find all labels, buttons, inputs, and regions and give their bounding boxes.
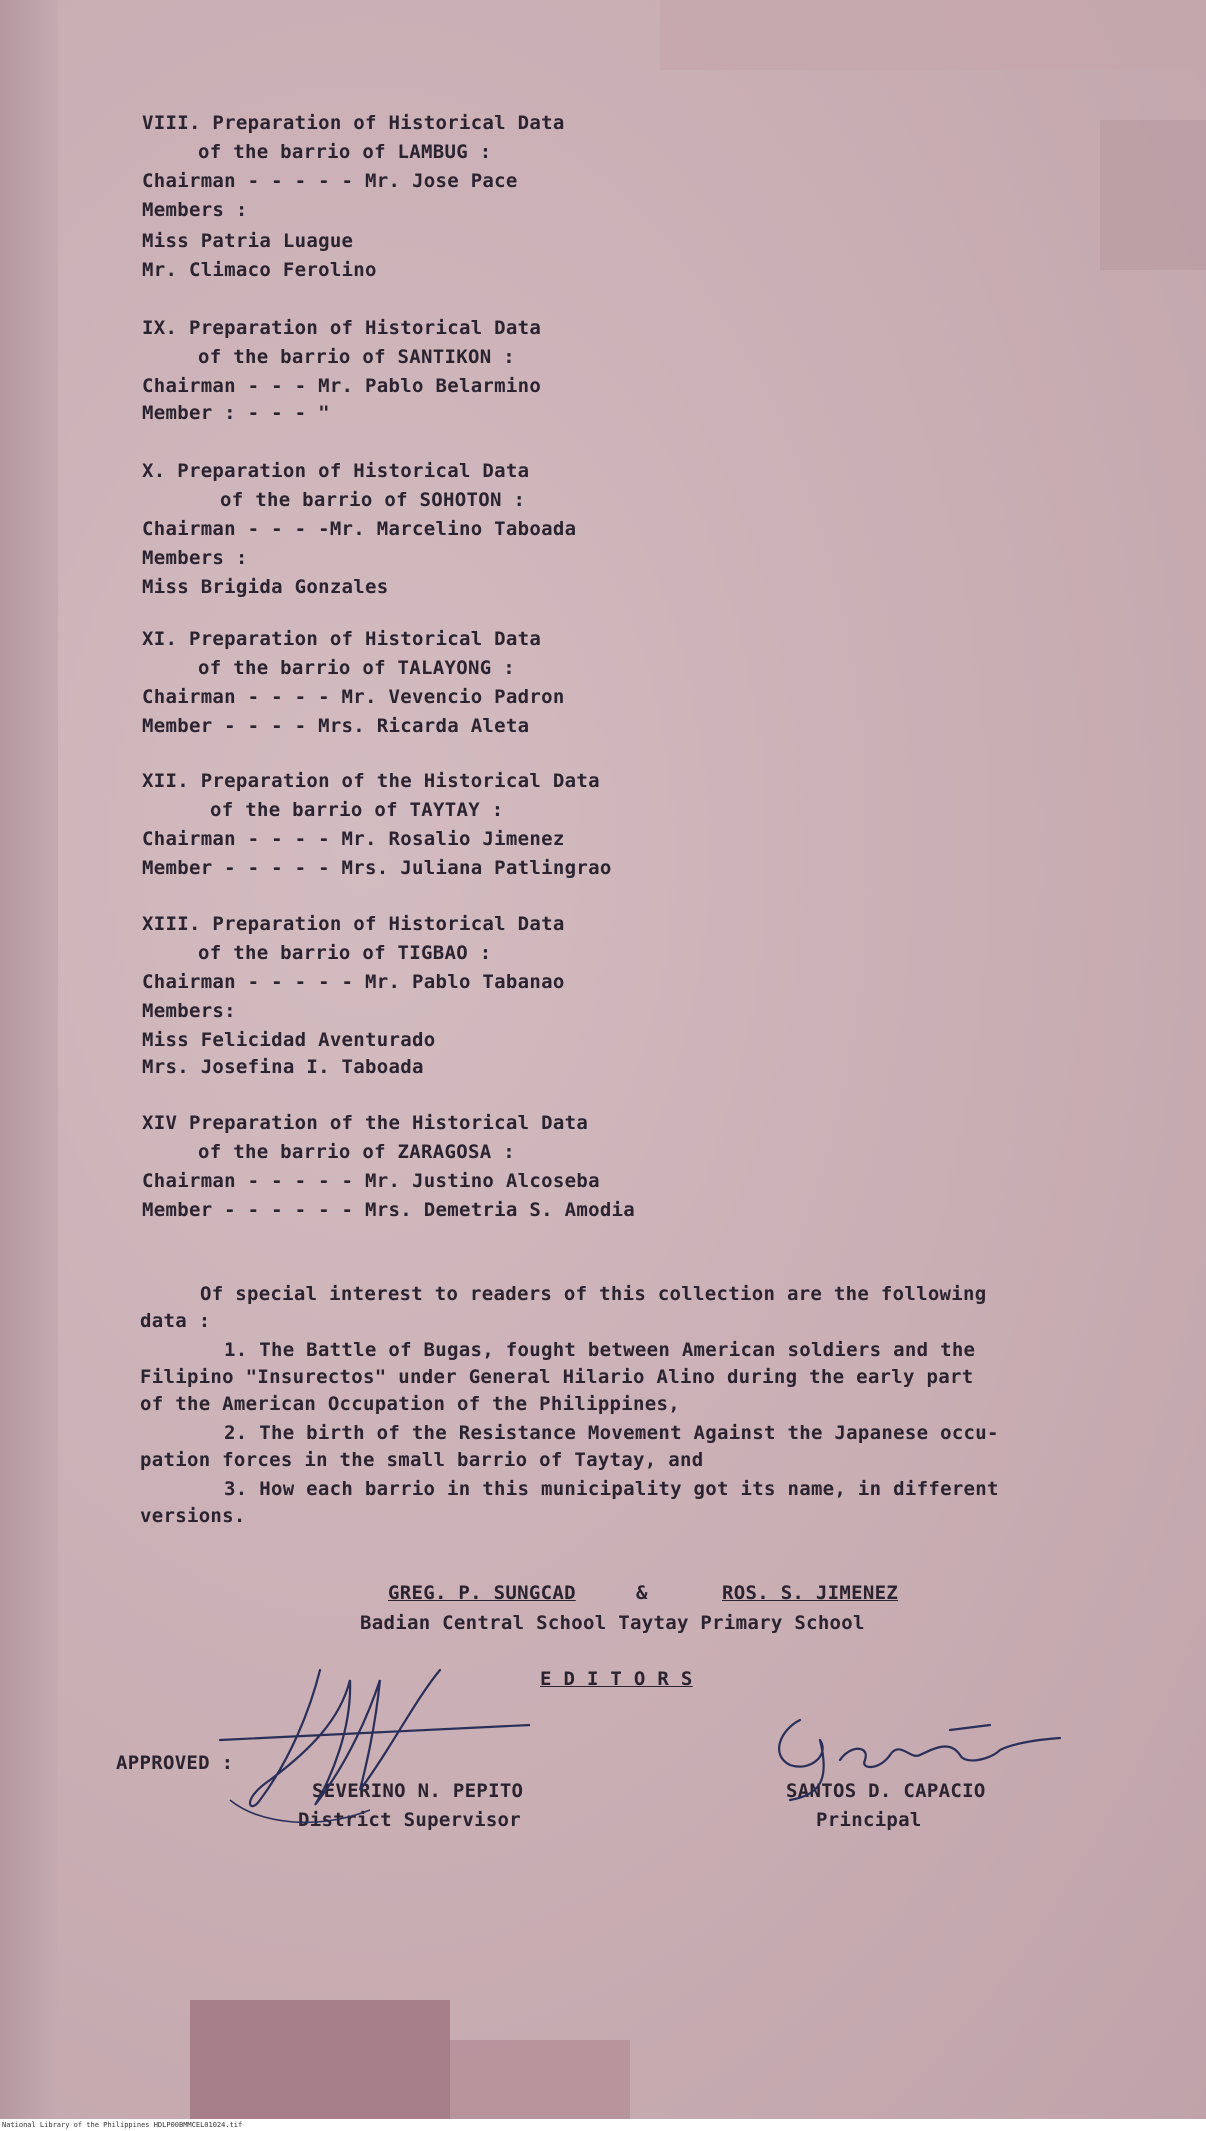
principal-name: SANTOS D. CAPACIO — [786, 1780, 986, 1802]
interest-intro: Of special interest to readers of this collection are the following — [200, 1283, 987, 1305]
section-line: Member - - - - - - Mrs. Demetria S. Amodia — [142, 1199, 636, 1221]
section-line: Members : — [142, 547, 248, 569]
interest-intro: data : — [140, 1310, 211, 1332]
section-heading: IX. Preparation of Historical Data — [142, 317, 542, 339]
section-heading: X. Preparation of Historical Data — [142, 460, 530, 482]
section-line: Chairman - - - - Mr. Rosalio Jimenez — [142, 828, 565, 850]
principal-signature — [760, 1700, 1110, 1810]
editors-label: E D I T O R S — [540, 1668, 693, 1690]
interest-item: 1. The Battle of Bugas, fought between American soldiers and the — [224, 1339, 976, 1361]
section-line: Chairman - - - - - Mr. Pablo Tabanao — [142, 971, 565, 993]
approved-label: APPROVED : — [116, 1752, 234, 1774]
section-subheading: of the barrio of SANTIKON : — [198, 346, 515, 368]
editor-name-2: ROS. S. JIMENEZ — [722, 1582, 899, 1604]
section-line: Miss Felicidad Aventurado — [142, 1029, 436, 1051]
interest-item: 3. How each barrio in this municipality got its name, in different — [224, 1478, 999, 1500]
paper-stain-right — [1100, 120, 1206, 270]
left-scan-edge — [0, 0, 58, 2131]
editor-ampersand: & — [636, 1582, 648, 1604]
section-line: Member : - - - " — [142, 402, 330, 424]
paper-stain-bottom — [450, 2040, 630, 2131]
section-subheading: of the barrio of TAYTAY : — [210, 799, 504, 821]
section-heading: XI. Preparation of Historical Data — [142, 628, 542, 650]
section-heading: XII. Preparation of the Historical Data — [142, 770, 600, 792]
section-heading: VIII. Preparation of Historical Data — [142, 112, 565, 134]
interest-item: of the American Occupation of the Philippines, — [140, 1393, 680, 1415]
section-line: Mrs. Josefina I. Taboada — [142, 1056, 424, 1078]
interest-item: Filipino "Insurectos" under General Hilario Alino during the early part — [140, 1366, 974, 1388]
section-line: Miss Brigida Gonzales — [142, 576, 389, 598]
section-line: Chairman - - - - - Mr. Justino Alcoseba — [142, 1170, 600, 1192]
paper-stain-bottom-left — [190, 2000, 450, 2131]
section-heading: XIV Preparation of the Historical Data — [142, 1112, 589, 1134]
section-subheading: of the barrio of LAMBUG : — [198, 141, 492, 163]
section-line: Chairman - - - Mr. Pablo Belarmino — [142, 375, 542, 397]
section-line: Chairman - - - - Mr. Vevencio Padron — [142, 686, 565, 708]
section-subheading: of the barrio of TIGBAO : — [198, 942, 492, 964]
principal-title: Principal — [816, 1809, 922, 1831]
editor-name-1: GREG. P. SUNGCAD — [388, 1582, 576, 1604]
supervisor-signature — [200, 1640, 530, 1840]
section-line: Mr. Climaco Ferolino — [142, 259, 377, 281]
section-line: Miss Patria Luague — [142, 230, 354, 252]
scan-footer: National Library of the Philippines HDLP00BMMCEL01024.tif — [0, 2119, 1206, 2131]
section-line: Member - - - - - Mrs. Juliana Patlingrao — [142, 857, 612, 879]
interest-item: pation forces in the small barrio of Taytay, and — [140, 1449, 704, 1471]
section-line: Members : — [142, 199, 248, 221]
editor-schools: Badian Central School Taytay Primary School — [360, 1612, 865, 1634]
interest-item: 2. The birth of the Resistance Movement Against the Japanese occu- — [224, 1422, 999, 1444]
section-line: Chairman - - - - - Mr. Jose Pace — [142, 170, 518, 192]
section-line: Chairman - - - -Mr. Marcelino Taboada — [142, 518, 577, 540]
section-subheading: of the barrio of TALAYONG : — [198, 657, 515, 679]
interest-item: versions. — [140, 1505, 246, 1527]
section-heading: XIII. Preparation of Historical Data — [142, 913, 565, 935]
paper-stain-top-right — [660, 0, 1206, 70]
section-line: Member - - - - Mrs. Ricarda Aleta — [142, 715, 530, 737]
section-line: Members: — [142, 1000, 236, 1022]
supervisor-title: District Supervisor — [298, 1809, 522, 1831]
section-subheading: of the barrio of SOHOTON : — [220, 489, 526, 511]
supervisor-name: SEVERINO N. PEPITO — [312, 1780, 524, 1802]
section-subheading: of the barrio of ZARAGOSA : — [198, 1141, 515, 1163]
